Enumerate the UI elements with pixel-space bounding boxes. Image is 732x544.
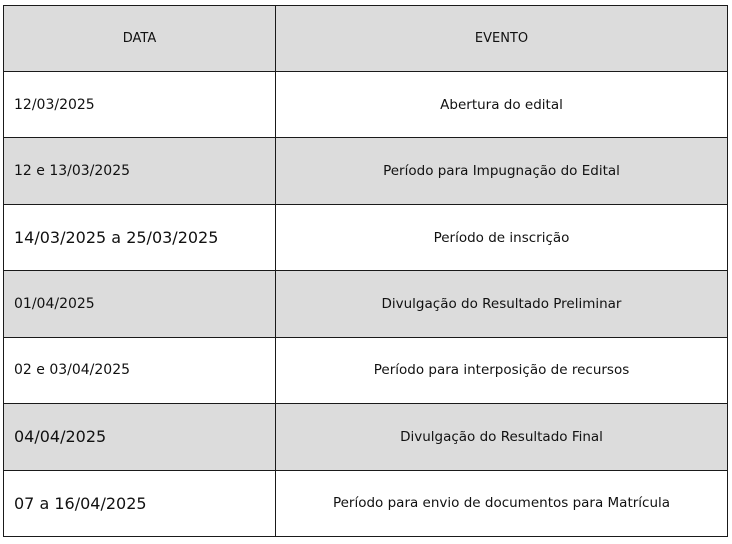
date-cell: 12 e 13/03/2025 — [4, 138, 276, 204]
date-column-header: DATA — [4, 6, 276, 72]
table-row — [4, 138, 728, 204]
event-column-header: EVENTO — [276, 6, 728, 72]
date-cell: 12/03/2025 — [4, 72, 276, 138]
header-row — [4, 6, 728, 72]
date-cell: 04/04/2025 — [4, 404, 276, 470]
event-cell: Abertura do edital — [276, 72, 728, 138]
table-row — [4, 337, 728, 403]
schedule-table — [3, 5, 728, 537]
event-cell: Divulgação do Resultado Preliminar — [276, 271, 728, 337]
event-cell: Período de inscrição — [276, 204, 728, 270]
event-cell: Período para Impugnação do Edital — [276, 138, 728, 204]
date-cell: 01/04/2025 — [4, 271, 276, 337]
event-cell: Período para envio de documentos para Matrícula — [276, 470, 728, 536]
date-cell: 14/03/2025 a 25/03/2025 — [4, 204, 276, 270]
event-cell: Divulgação do Resultado Final — [276, 404, 728, 470]
table-row — [4, 204, 728, 270]
date-cell: 07 a 16/04/2025 — [4, 470, 276, 536]
table-row — [4, 72, 728, 138]
table-row — [4, 470, 728, 536]
table-row — [4, 271, 728, 337]
date-cell: 02 e 03/04/2025 — [4, 337, 276, 403]
event-cell: Período para interposição de recursos — [276, 337, 728, 403]
table-row — [4, 404, 728, 470]
